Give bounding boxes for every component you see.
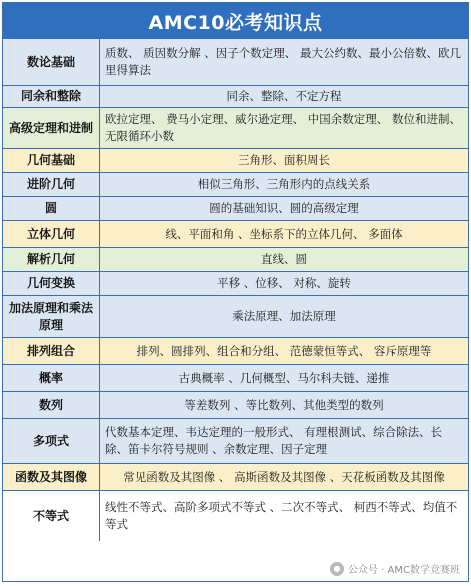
content-cell: 欧拉定理、 费马小定理、威尔逊定理、 中国余数定理、 数位和进制、无限循环小数 [105, 112, 461, 143]
topic-cell: 排列组合 [3, 338, 100, 364]
topic-cell: 立体几何 [3, 221, 100, 247]
table-row [3, 247, 468, 271]
wechat-icon: ● [330, 562, 344, 576]
content-cell: 三角形、面积周长 [238, 153, 330, 167]
watermark [330, 561, 460, 576]
content-cell: 直线、圆 [261, 252, 307, 266]
table-row [3, 271, 468, 295]
table-row [3, 172, 468, 196]
table-row [3, 107, 468, 148]
topic-cell: 几何基础 [3, 149, 100, 172]
content-cell: 圆的基础知识、圆的高级定理 [209, 201, 359, 215]
topic-cell: 加法原理和乘法原理 [3, 296, 100, 337]
topic-cell: 数论基础 [3, 39, 100, 85]
page-title: AMC10必考知识点 [3, 3, 468, 39]
table-row [3, 85, 468, 107]
table-row [3, 490, 468, 541]
content-cell: 乘法原理、加法原理 [232, 309, 336, 323]
topic-cell: 数列 [3, 392, 100, 418]
topic-cell: 函数及其图像 [3, 464, 100, 490]
topic-cell: 概率 [3, 365, 100, 391]
knowledge-table-card [2, 2, 469, 582]
table-row [3, 196, 468, 220]
topic-cell: 几何变换 [3, 272, 100, 295]
topic-cell: 同余和整除 [3, 86, 100, 107]
content-cell: 相似三角形、三角形内的点线关系 [197, 177, 371, 191]
table-row [3, 337, 468, 364]
knowledge-table [3, 39, 468, 581]
content-cell: 线、平面和角 、坐标系下的立体几何、 多面体 [165, 226, 403, 241]
content-cell: 平移 、位移、 对称、旋转 [217, 276, 351, 290]
topic-cell: 多项式 [3, 419, 100, 463]
watermark-text: 公众号 · AMC数学竞赛班 [348, 565, 460, 576]
table-row [3, 418, 468, 463]
content-cell: 代数基本定理、韦达定理的一般形式、 有理根测试、综合除法、长除、笛卡尔符号规则 、余数定理、因子定理 [105, 425, 443, 456]
topic-cell: 圆 [3, 197, 100, 220]
content-cell: 古典概率 、几何概型、马尔科夫链、递推 [178, 370, 390, 385]
content-cell: 质数、 质因数分解 、因子个数定理、 最大公约数、最小公倍数、欧几里得算法 [105, 46, 461, 77]
content-cell: 同余、整除、不定方程 [226, 89, 342, 103]
content-cell: 常见函数及其图像 、 高斯函数及其图像 、天花板函数及其图像 [123, 469, 445, 484]
topic-cell: 进阶几何 [3, 173, 100, 196]
topic-cell: 解析几何 [3, 248, 100, 271]
topic-cell: 高级定理和进制 [3, 108, 100, 148]
content-cell: 排列、圆排列、组合和分组、 范德蒙恒等式、 容斥原理等 [136, 343, 432, 358]
table-row [3, 39, 468, 85]
topic-cell: 不等式 [3, 491, 100, 541]
content-cell: 线性不等式、高阶多项式不等式 、二次不等式、 柯西不等式、均值不等式 [105, 500, 458, 531]
table-row [3, 463, 468, 490]
table-row [3, 220, 468, 247]
table-row [3, 295, 468, 337]
content-cell: 等差数列 、等比数列、其他类型的数列 [184, 397, 384, 412]
table-row [3, 391, 468, 418]
table-row [3, 364, 468, 391]
table-row [3, 148, 468, 172]
